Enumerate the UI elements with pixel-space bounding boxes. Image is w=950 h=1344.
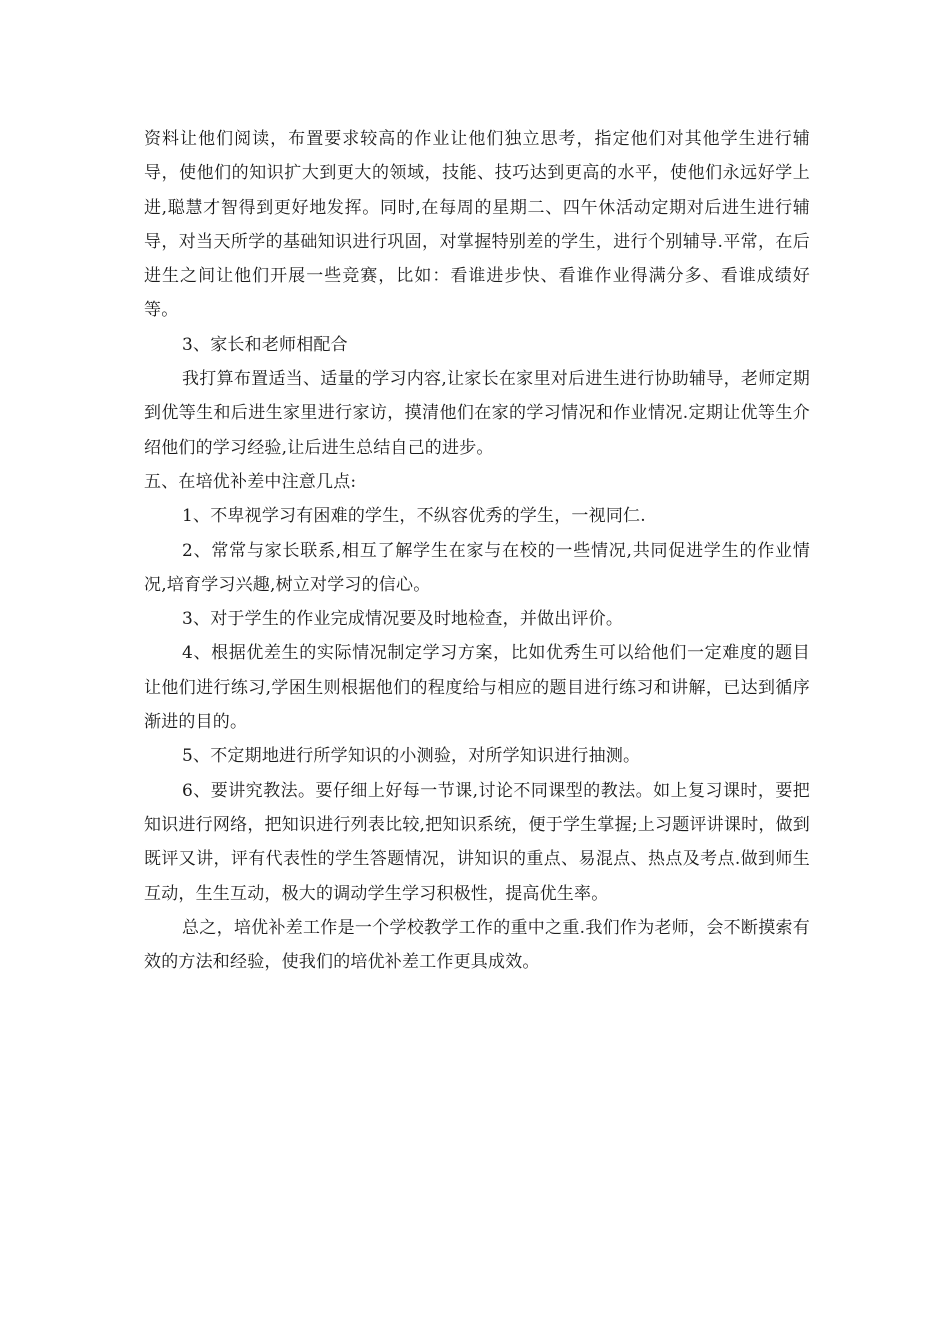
list-item-4: 4、根据优差生的实际情况制定学习方案，比如优秀生可以给他们一定难度的题目让他们进行练习,学困生则根据他们的程度给与相应的题目进行练习和讲解，已达到循序渐进的目的。 xyxy=(144,643,810,733)
list-item-5: 5、不定期地进行所学知识的小测验，对所学知识进行抽测。 xyxy=(182,746,641,767)
document-body xyxy=(144,122,810,979)
paragraph-continuation: 资料让他们阅读，布置要求较高的作业让他们独立思考，指定他们对其他学生进行辅导，使他们的知识扩大到更大的领域，技能、技巧达到更高的水平，使他们永远好学上进,聪慧才智得到更好地发挥。同时,在每周的星期二、四午休活动定期对后进生进行辅导，对当天所学的基础知识进行巩固，对掌握特别差的学生，进行个别辅导.平常，在后进生之间让他们开展一些竞赛，比如：看谁进步快、看谁作业得满分多、看谁成绩好等。 xyxy=(144,129,810,321)
list-item-2: 2、常常与家长联系,相互了解学生在家与在校的一些情况,共同促进学生的作业情况,培育学习兴趣,树立对学习的信心。 xyxy=(144,540,810,595)
paragraph-parent-plan: 我打算布置适当、适量的学习内容,让家长在家里对后进生进行协助辅导，老师定期到优等生和后进生家里进行家访，摸清他们在家的学习情况和作业情况.定期让优等生介绍他们的学习经验,让后进生总结自己的进步。 xyxy=(144,369,810,458)
list-item-6: 6、要讲究教法。要仔细上好每一节课,讨论不同课型的教法。如上复习课时，要把知识进行网络，把知识进行列表比较,把知识系统，便于学生掌握;上习题评讲课时，做到既评又讲，评有代表性的学生答题情况，讲知识的重点、易混点、热点及考点.做到师生互动，生生互动，极大的调动学生学习积极性，提高优生率。 xyxy=(144,780,810,904)
section-heading-notes: 五、在培优补差中注意几点: xyxy=(144,471,357,492)
list-item-3: 3、对于学生的作业完成情况要及时地检查，并做出评价。 xyxy=(182,609,624,630)
list-item-1: 1、不卑视学习有困难的学生，不纵容优秀的学生，一视同仁. xyxy=(182,506,646,527)
paragraph-conclusion: 总之，培优补差工作是一个学校教学工作的重中之重.我们作为老师，会不断摸索有效的方法和经验，使我们的培优补差工作更具成效。 xyxy=(144,917,810,973)
subheading-parent-teacher: 3、家长和老师相配合 xyxy=(182,334,348,355)
